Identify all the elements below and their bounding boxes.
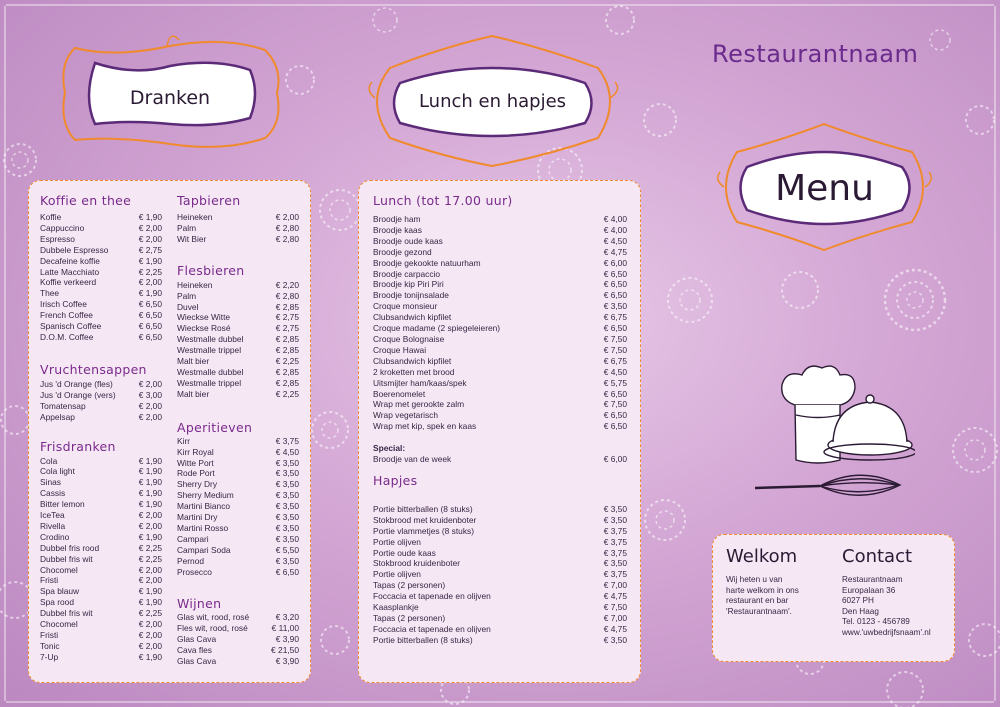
list-item: Decafeine koffie € 1,90	[40, 255, 162, 266]
list-item: Clubsandwich kipfilet € 6,75	[373, 355, 627, 366]
lunch-column	[373, 193, 627, 646]
dranken-column-left	[40, 193, 162, 663]
dranken-header	[55, 28, 285, 158]
welkom-title: Welkom	[726, 546, 798, 567]
list-item: Portie vlammetjes (8 stuks) € 3,75	[373, 525, 627, 536]
list-item: Sherry Dry € 3,50	[177, 479, 299, 490]
welkom-block	[726, 546, 826, 617]
tapbieren-list	[177, 212, 299, 245]
dranken-title: Dranken	[129, 87, 211, 109]
list-item: Portie bitterballen (8 stuks) € 3,50	[373, 503, 627, 514]
vruchtensappen-list	[40, 379, 162, 423]
list-item: Prosecco € 6,50	[177, 566, 299, 577]
list-item: Portie bitterballen (8 stuks) € 3,50	[373, 634, 627, 645]
welkom-text	[726, 575, 826, 617]
list-item: Rivella € 2,00	[40, 520, 162, 531]
list-item: Portie olijven € 3,75	[373, 569, 627, 580]
list-item: Westmalle trippel € 2,85	[177, 377, 299, 388]
list-item: Sherry Medium € 3,50	[177, 490, 299, 501]
tapbieren-title: Tapbieren	[177, 193, 241, 208]
list-item: Tonic € 2,00	[40, 640, 162, 651]
contact-website-link[interactable]: www.'uwbedrijfsnaam'.nl	[842, 627, 931, 637]
list-item: Martini Bianco € 3,50	[177, 501, 299, 512]
list-item: Broodje tonijnsalade € 6,50	[373, 290, 627, 301]
list-item: Jus 'd Orange (fles) € 2,00	[40, 378, 162, 389]
list-item: Broodje kip Piri Piri € 6,50	[373, 279, 627, 290]
list-item: Westmalle dubbel € 2,85	[177, 334, 299, 345]
list-item: Tapas (2 personen) € 7,00	[373, 580, 627, 591]
list-item: French Coffee € 6,50	[40, 310, 162, 321]
wijnen-list	[177, 612, 299, 667]
contact-text	[842, 575, 950, 639]
list-item: Appelsap € 2,00	[40, 411, 162, 422]
list-item: Palm € 2,80	[177, 222, 299, 233]
list-item: Chocomel € 2,00	[40, 564, 162, 575]
list-item: Westmalle dubbel € 2,85	[177, 366, 299, 377]
welkom-line: restaurant en bar	[726, 596, 789, 606]
list-item: Broodje gezond € 4,75	[373, 246, 627, 257]
list-item: Fles wit, rood, rosé € 11,00	[177, 623, 299, 634]
list-item: Koffie € 1,90	[40, 212, 162, 222]
list-item: Cassis € 1,90	[40, 488, 162, 499]
list-item: Boerenomelet € 6,50	[373, 388, 627, 399]
list-item: Kirr Royal € 4,50	[177, 446, 299, 457]
list-item: Espresso € 2,00	[40, 233, 162, 244]
lunch-header	[360, 28, 625, 173]
contact-line: Europalaan 36	[842, 585, 896, 595]
list-item: Heineken € 2,20	[177, 279, 299, 290]
list-item: Fristi € 2,00	[40, 575, 162, 586]
contact-line: 6027 PH	[842, 596, 874, 606]
contact-line: Restaurantnaam	[842, 575, 903, 584]
list-item: Stokbrood kruidenboter € 3,50	[373, 558, 627, 569]
list-item: Spa blauw € 1,90	[40, 586, 162, 597]
contact-line: Tel. 0123 - 456789	[842, 617, 910, 627]
list-item: Glas Cava € 3,90	[177, 656, 299, 667]
menu-title: Menu	[775, 167, 874, 209]
list-item: Clubsandwich kipfilet € 6,75	[373, 312, 627, 323]
list-item: Chocomel € 2,00	[40, 619, 162, 630]
wijnen-title: Wijnen	[177, 596, 222, 612]
list-item: Portie olijven € 3,75	[373, 536, 627, 547]
chef-hat-cloche-whisk-icon	[740, 360, 915, 510]
list-item: Uitsmijter ham/kaas/spek € 5,75	[373, 377, 627, 388]
special-label: Special:	[373, 443, 406, 454]
menu-header	[712, 112, 937, 262]
welkom-line: Wij heten u van	[726, 575, 783, 584]
list-item: Wrap met kip, spek en kaas € 6,50	[373, 421, 627, 432]
list-item: Kaasplankje € 7,50	[373, 602, 627, 613]
list-item: Cava fles € 21,50	[177, 645, 299, 656]
aperitieven-list	[177, 436, 299, 578]
list-item: Broodje ham € 4,00	[373, 214, 627, 224]
list-item: Dubbel fris rood € 2,25	[40, 542, 162, 553]
list-item: Foccacia et tapenade en olijven € 4,75	[373, 591, 627, 602]
list-item: Heineken € 2,00	[177, 212, 299, 222]
aperitieven-title: Aperitieven	[177, 419, 253, 435]
list-item: Wieckse Witte € 2,75	[177, 312, 299, 323]
koffie-list	[40, 212, 162, 343]
list-item: Croque Bolognaise € 7,50	[373, 333, 627, 344]
lunch-section-title: Lunch (tot 17.00 uur)	[373, 193, 513, 208]
list-item: Croque monsieur € 3,50	[373, 301, 627, 312]
flesbieren-list	[177, 280, 299, 400]
list-item: Witte Port € 3,50	[177, 457, 299, 468]
list-item: Dubbel fris wit € 2,25	[40, 608, 162, 619]
list-item: Duvel € 2,85	[177, 301, 299, 312]
list-item: 7-Up € 1,90	[40, 651, 162, 662]
lunch-list	[373, 214, 627, 432]
list-item: Dubbel fris wit € 2,25	[40, 553, 162, 564]
list-item: Cappuccino € 2,00	[40, 222, 162, 233]
list-item: Glas wit, rood, rosé € 3,20	[177, 612, 299, 623]
list-item: Malt bier € 2,25	[177, 388, 299, 399]
list-item: Dubbele Espresso € 2,75	[40, 244, 162, 255]
list-item: Irisch Coffee € 6,50	[40, 299, 162, 310]
list-item: Martini Rosso € 3,50	[177, 522, 299, 533]
list-item: Campari € 3,50	[177, 533, 299, 544]
list-item: Croque Hawai € 7,50	[373, 344, 627, 355]
list-item: Tapas (2 personen) € 7,00	[373, 613, 627, 623]
contact-title: Contact	[842, 546, 913, 567]
list-item: Broodje kaas € 4,00	[373, 224, 627, 235]
frisdranken-title: Frisdranken	[40, 438, 116, 454]
list-item: Koffie verkeerd € 2,00	[40, 277, 162, 288]
list-item: Broodje gekookte natuurham € 6,00	[373, 257, 627, 268]
koffie-title: Koffie en thee	[40, 193, 132, 208]
list-item: Palm € 2,80	[177, 290, 299, 301]
list-item: Thee € 1,90	[40, 288, 162, 299]
contact-block	[842, 546, 950, 639]
list-item: 2 kroketten met brood € 4,50	[373, 366, 627, 377]
list-item: Martini Dry € 3,50	[177, 512, 299, 523]
brand-name: Restaurantnaam	[712, 40, 919, 68]
list-item: Malt bier € 2,25	[177, 356, 299, 367]
list-item: Kirr € 3,75	[177, 435, 299, 446]
list-item: Spanisch Coffee € 6,50	[40, 321, 162, 332]
dranken-column-right	[177, 193, 299, 667]
lunch-title: Lunch en hapjes	[418, 91, 567, 112]
list-item: Glas Cava € 3,90	[177, 634, 299, 645]
list-item: Fristi € 2,00	[40, 630, 162, 640]
list-item: Broodje carpaccio € 6,50	[373, 268, 627, 279]
list-item: Westmalle trippel € 2,85	[177, 345, 299, 356]
list-item: Jus 'd Orange (vers) € 3,00	[40, 389, 162, 400]
special-list	[373, 454, 627, 465]
list-item: Rode Port € 3,50	[177, 468, 299, 479]
list-item: D.O.M. Coffee € 6,50	[40, 331, 162, 342]
list-item: Cola light € 1,90	[40, 466, 162, 477]
list-item: Bitter lemon € 1,90	[40, 499, 162, 510]
list-item: IceTea € 2,00	[40, 510, 162, 521]
list-item: Wrap met gerookte zalm € 7,50	[373, 399, 627, 410]
list-item: Wrap vegetarisch € 6,50	[373, 410, 627, 421]
list-item: Croque madame (2 spiegeleieren) € 6,50	[373, 323, 627, 334]
list-item: Tomatensap € 2,00	[40, 400, 162, 411]
list-item: Broodje oude kaas € 4,50	[373, 235, 627, 246]
list-item: Wieckse Rosé € 2,75	[177, 323, 299, 334]
welkom-line: harte welkom in ons	[726, 585, 799, 595]
welkom-line: 'Restaurantnaam'.	[726, 606, 792, 616]
vruchtensappen-title: Vruchtensappen	[40, 361, 147, 377]
list-item: Latte Macchiato € 2,25	[40, 266, 162, 277]
hapjes-list	[373, 504, 627, 646]
contact-line: Den Haag	[842, 606, 879, 616]
list-item: Wit Bier € 2,80	[177, 233, 299, 244]
flesbieren-title: Flesbieren	[177, 262, 245, 278]
list-item: Crodino € 1,90	[40, 531, 162, 542]
list-item: Cola € 1,90	[40, 455, 162, 466]
list-item: Campari Soda € 5,50	[177, 544, 299, 555]
list-item: Spa rood € 1,90	[40, 597, 162, 608]
list-item: Pernod € 3,50	[177, 555, 299, 566]
list-item: Portie oude kaas € 3,75	[373, 547, 627, 558]
list-item: Sinas € 1,90	[40, 477, 162, 488]
list-item: Broodje van de week € 6,00	[373, 454, 627, 465]
frisdranken-list	[40, 456, 162, 663]
list-item: Stokbrood met kruidenboter € 3,50	[373, 514, 627, 525]
hapjes-title: Hapjes	[373, 472, 418, 488]
list-item: Foccacia et tapenade en olijven € 4,75	[373, 623, 627, 634]
